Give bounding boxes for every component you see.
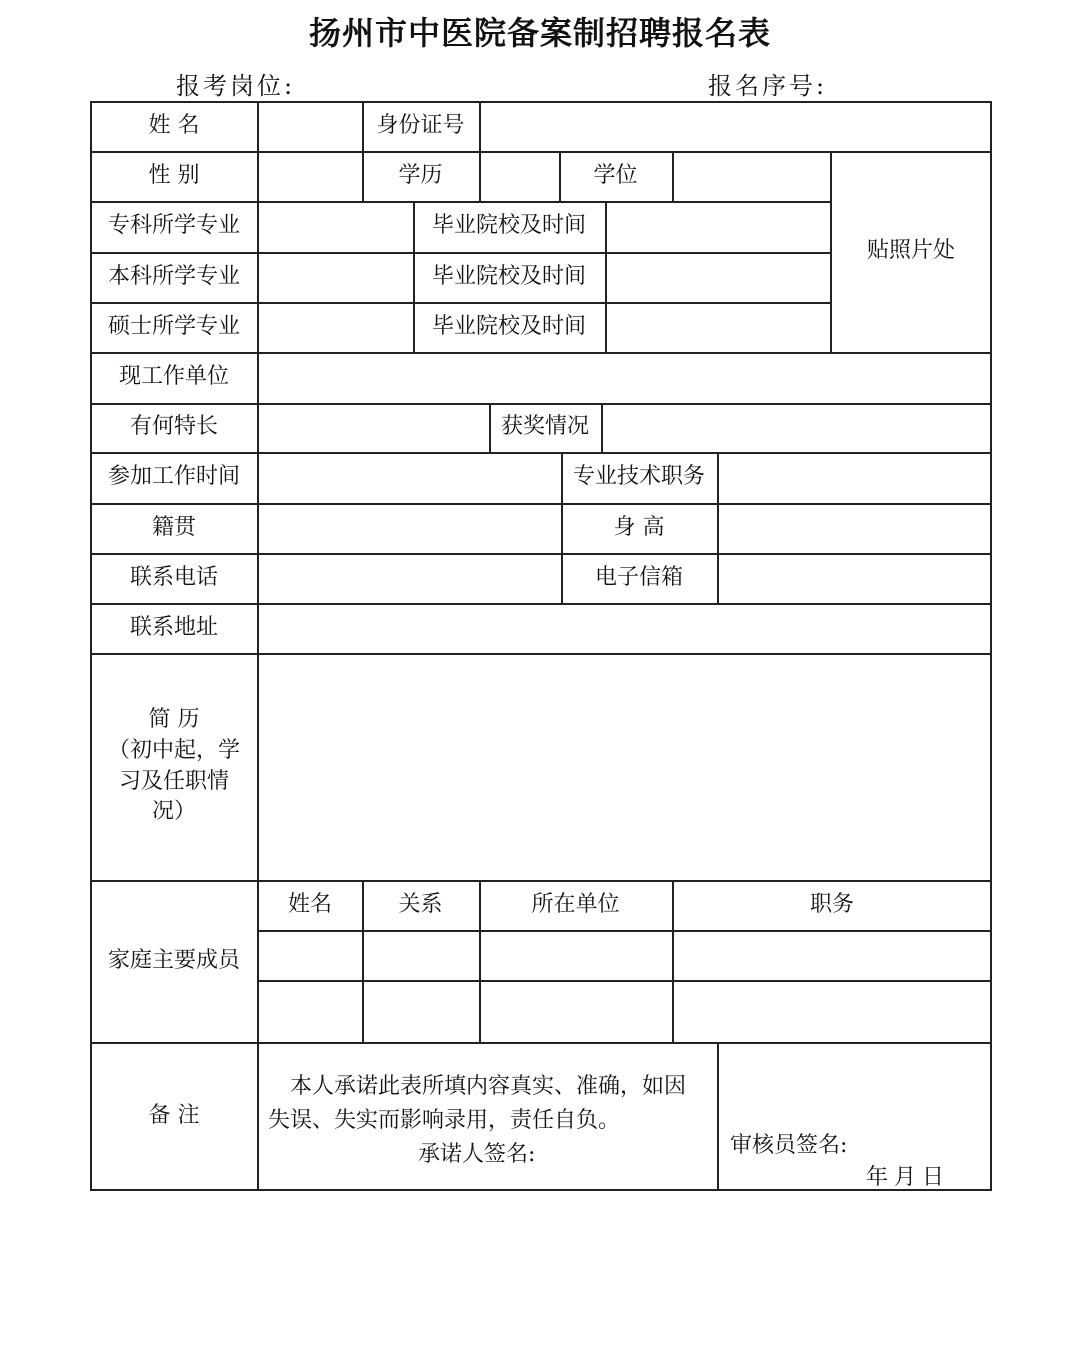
master-school-field[interactable] (605, 302, 830, 352)
height-label: 身 高 (613, 514, 665, 540)
education-label: 学历 (398, 162, 443, 188)
specialty-label: 有何特长 (129, 414, 218, 440)
family-cell[interactable] (672, 980, 992, 1042)
gender-field[interactable] (258, 151, 362, 201)
family-header-name: 姓名 (287, 891, 332, 917)
phone-field[interactable] (258, 553, 561, 603)
name-field[interactable] (258, 101, 362, 151)
junior-school-label: 毕业院校及时间 (431, 213, 586, 239)
resume-label-line: 简 历 (148, 706, 200, 732)
master-school-label: 毕业院校及时间 (431, 313, 586, 339)
family-header-employer: 所在单位 (531, 891, 620, 917)
serial-label: 报名序号: (708, 72, 828, 100)
date-label: 年月日 (866, 1165, 951, 1190)
resume-field[interactable] (258, 653, 992, 880)
family-label: 家庭主要成员 (107, 947, 240, 973)
junior-major-label: 专科所学专业 (107, 213, 240, 239)
position-label: 报考岗位: (176, 72, 296, 100)
awards-label: 获奖情况 (500, 414, 589, 440)
id-card-field[interactable] (479, 101, 992, 151)
resume-label (90, 653, 258, 880)
height-field[interactable] (717, 503, 992, 553)
address-label: 联系地址 (129, 614, 218, 640)
family-cell[interactable] (362, 980, 479, 1042)
master-major-field[interactable] (258, 302, 413, 352)
resume-label-line: 况） (151, 799, 196, 825)
promise-line: 本人承诺此表所填内容真实、准确，如因 (290, 1074, 687, 1099)
phone-label: 联系电话 (129, 564, 218, 590)
native-place-field[interactable] (258, 503, 561, 553)
email-label: 电子信箱 (594, 564, 683, 590)
family-cell[interactable] (258, 930, 362, 980)
auditor-label[interactable]: 审核员签名: (730, 1133, 848, 1158)
promise-text (268, 1070, 708, 1172)
degree-label: 学位 (593, 162, 638, 188)
id-card-label: 身份证号 (376, 112, 465, 138)
degree-field[interactable] (672, 151, 830, 201)
family-cell[interactable] (479, 980, 672, 1042)
family-cell[interactable] (672, 930, 992, 980)
address-field[interactable] (258, 603, 992, 653)
resume-label-line: 习及任职情 (118, 768, 229, 794)
form-title: 扬州市中医院备案制招聘报名表 (308, 14, 771, 52)
work-start-field[interactable] (258, 452, 561, 503)
awards-field[interactable] (601, 403, 992, 452)
name-label: 姓 名 (148, 112, 200, 138)
bachelor-major-field[interactable] (258, 252, 413, 302)
remarks-label: 备 注 (148, 1103, 200, 1129)
family-cell[interactable] (362, 930, 479, 980)
signer-label[interactable]: 承诺人签名: (418, 1142, 536, 1167)
employer-field[interactable] (258, 352, 992, 403)
family-header-relation: 关系 (398, 891, 443, 917)
gender-label: 性 别 (148, 162, 200, 188)
specialty-field[interactable] (258, 403, 489, 452)
employer-label: 现工作单位 (118, 364, 229, 390)
resume-label-line: （初中起，学 (107, 737, 240, 763)
bachelor-major-label: 本科所学专业 (107, 263, 240, 289)
bachelor-school-label: 毕业院校及时间 (431, 263, 586, 289)
master-major-label: 硕士所学专业 (107, 313, 240, 339)
photo-placeholder[interactable]: 贴照片处 (866, 238, 955, 264)
education-field[interactable] (479, 151, 559, 201)
family-cell[interactable] (479, 930, 672, 980)
family-cell[interactable] (258, 980, 362, 1042)
bachelor-school-field[interactable] (605, 252, 830, 302)
email-field[interactable] (717, 553, 992, 603)
promise-line: 失误、失实而影响录用，责任自负。 (268, 1108, 621, 1133)
junior-school-field[interactable] (605, 201, 830, 252)
junior-major-field[interactable] (258, 201, 413, 252)
title-rank-field[interactable] (717, 452, 992, 503)
family-header-position: 职务 (809, 891, 854, 917)
work-start-label: 参加工作时间 (107, 464, 240, 490)
native-place-label: 籍贯 (151, 514, 196, 540)
title-rank-label: 专业技术职务 (572, 464, 705, 490)
